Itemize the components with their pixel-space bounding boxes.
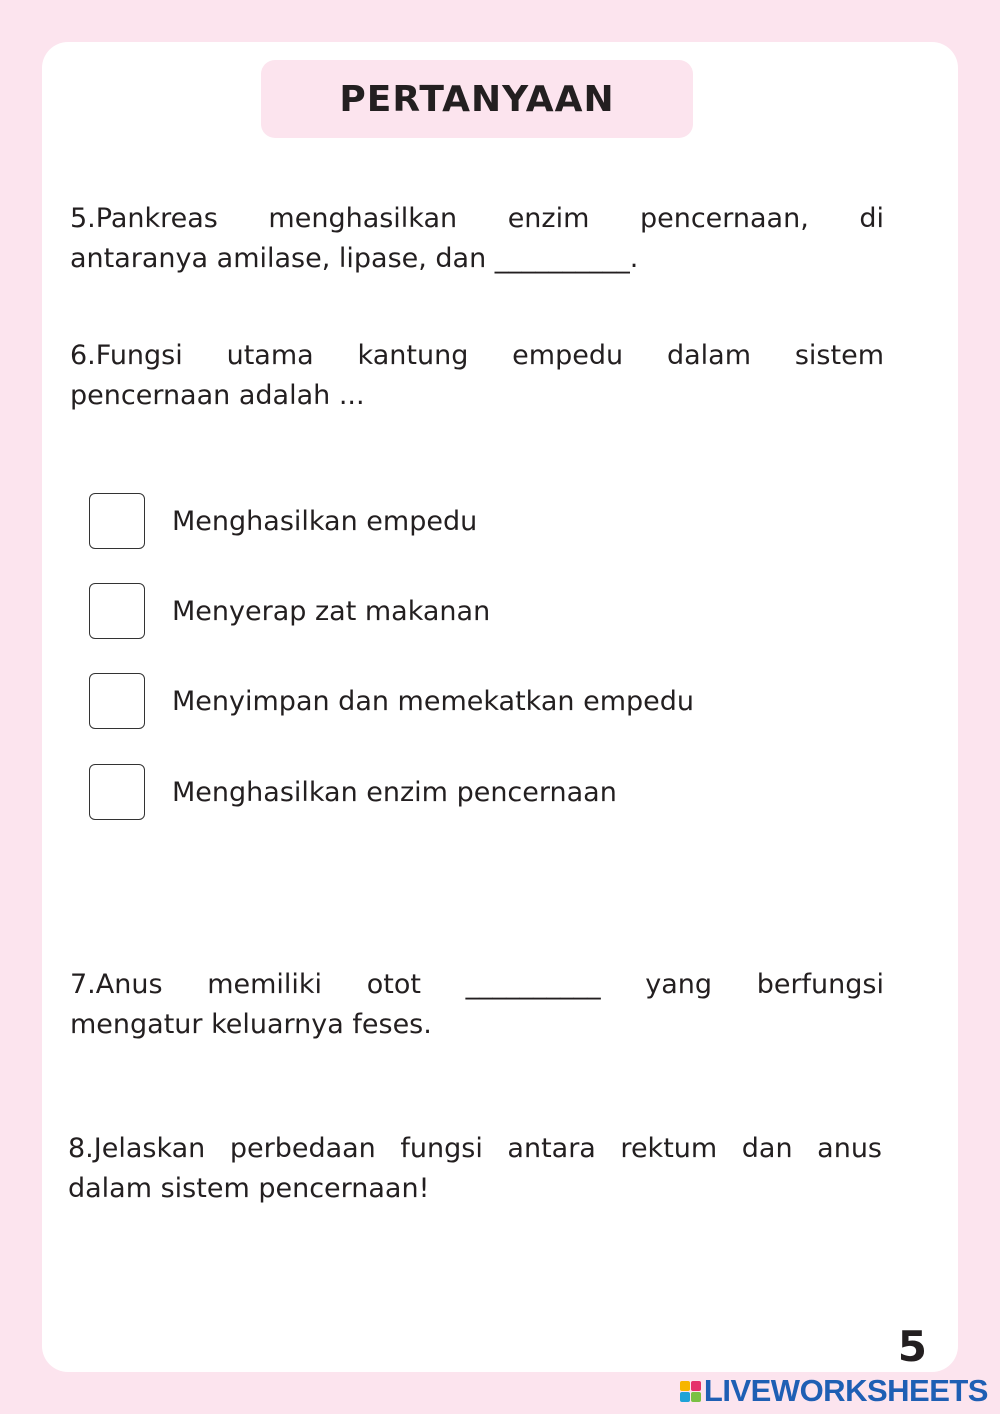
brand-watermark (680, 1373, 988, 1409)
question-5-line-2: antaranya amilase, lipase, dan __________. (70, 243, 639, 274)
option-1-checkbox[interactable] (89, 493, 145, 549)
option-1[interactable] (89, 492, 477, 550)
option-4-checkbox[interactable] (89, 764, 145, 820)
option-2-label: Menyerap zat makanan (172, 595, 491, 627)
option-2[interactable] (89, 582, 490, 640)
question-7 (70, 965, 884, 1045)
question-5 (70, 199, 884, 279)
question-8-line-2: dalam sistem pencernaan! (68, 1173, 430, 1204)
question-6-line-1: 6.Fungsi utama kantung empedu dalam sistem (70, 340, 884, 371)
page-title: PERTANYAAN (339, 78, 615, 120)
option-4-label: Menghasilkan enzim pencernaan (172, 776, 617, 808)
question-6-line-2: pencernaan adalah ... (70, 380, 365, 411)
title-banner (261, 60, 693, 138)
option-4[interactable] (89, 763, 617, 821)
option-1-label: Menghasilkan empedu (172, 505, 478, 537)
question-5-line-1: 5.Pankreas menghasilkan enzim pencernaan, di (70, 203, 884, 234)
option-3-label: Menyimpan dan memekatkan empedu (172, 685, 694, 717)
question-8-line-1: 8.Jelaskan perbedaan fungsi antara rektum dan anus (68, 1133, 882, 1164)
option-2-checkbox[interactable] (89, 583, 145, 639)
option-3-checkbox[interactable] (89, 673, 145, 729)
question-6 (70, 336, 884, 416)
liveworksheets-logo-icon (680, 1381, 701, 1402)
question-7-line-1: 7.Anus memiliki otot __________ yang berfungsi (70, 969, 884, 1000)
question-7-line-2: mengatur keluarnya feses. (70, 1009, 432, 1040)
page-number: 5 (897, 1322, 927, 1371)
option-3[interactable] (89, 672, 694, 730)
brand-name: LIVEWORKSHEETS (703, 1373, 988, 1408)
question-8 (68, 1129, 882, 1209)
